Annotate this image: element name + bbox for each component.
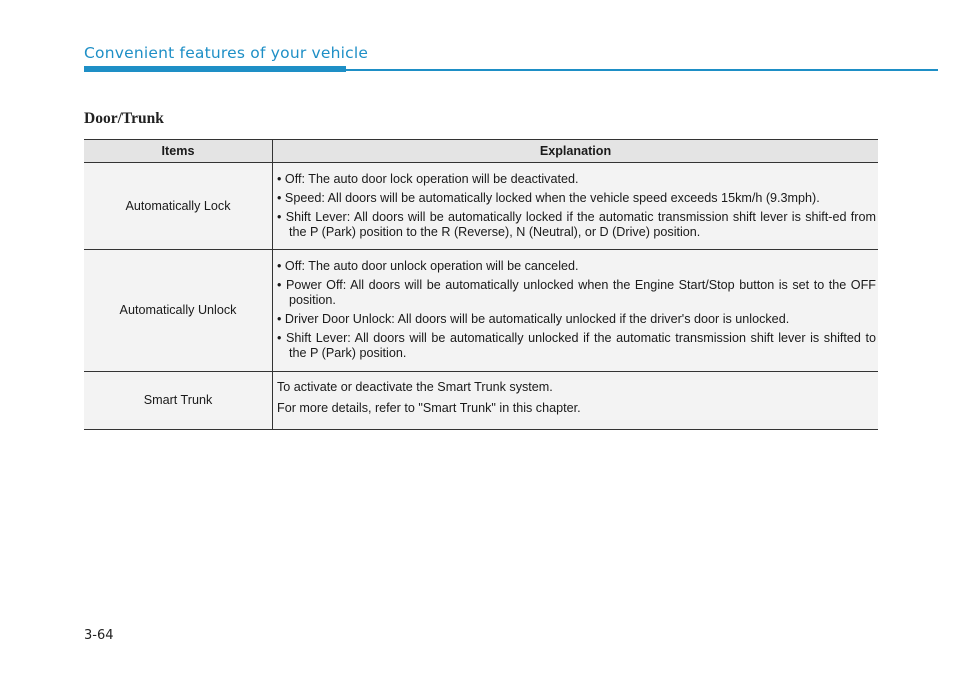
header-accent-bar [84, 66, 346, 72]
page-number: 3-64 [84, 628, 114, 643]
list-item: • Off: The auto door lock operation will be deactivated. [277, 172, 876, 187]
explanation-cell [273, 163, 879, 250]
table-row [84, 371, 878, 430]
list-item: • Power Off: All doors will be automatically unlocked when the Engine Start/Stop button is set to the OFF position. [277, 278, 876, 308]
table-row [84, 250, 878, 371]
list-item: • Speed: All doors will be automatically locked when the vehicle speed exceeds 15km/h (9.3mph). [277, 191, 876, 206]
door-trunk-table [84, 139, 878, 430]
item-automatically-lock: Automatically Lock [84, 163, 273, 250]
explanation-cell [273, 371, 879, 430]
explanation-cell [273, 250, 879, 371]
explanation-list [277, 172, 876, 239]
explanation-line: To activate or deactivate the Smart Trunk system. [277, 379, 553, 394]
item-automatically-unlock: Automatically Unlock [84, 250, 273, 371]
table-header-row [84, 140, 878, 163]
table-row [84, 163, 878, 250]
list-item: • Shift Lever: All doors will be automatically locked if the automatic transmission shift lever is shift-ed from the P (Park) position to the R (Reverse), N (Neutral), or D (Drive) position. [277, 210, 876, 240]
list-item: • Driver Door Unlock: All doors will be automatically unlocked if the driver's door is unlocked. [277, 312, 876, 327]
header-rule [346, 69, 938, 71]
item-smart-trunk: Smart Trunk [84, 371, 273, 430]
list-item: • Off: The auto door unlock operation will be canceled. [277, 259, 876, 274]
explanation-list [277, 259, 876, 360]
explanation-line: For more details, refer to "Smart Trunk" in this chapter. [277, 401, 581, 416]
column-header-explanation: Explanation [273, 140, 879, 163]
list-item: • Shift Lever: All doors will be automatically unlocked if the automatic transmission shift lever is shifted to the P (Park) position. [277, 331, 876, 361]
header-section-title: Convenient features of your vehicle [84, 44, 369, 62]
column-header-items: Items [84, 140, 273, 163]
page-title: Door/Trunk [84, 110, 164, 127]
